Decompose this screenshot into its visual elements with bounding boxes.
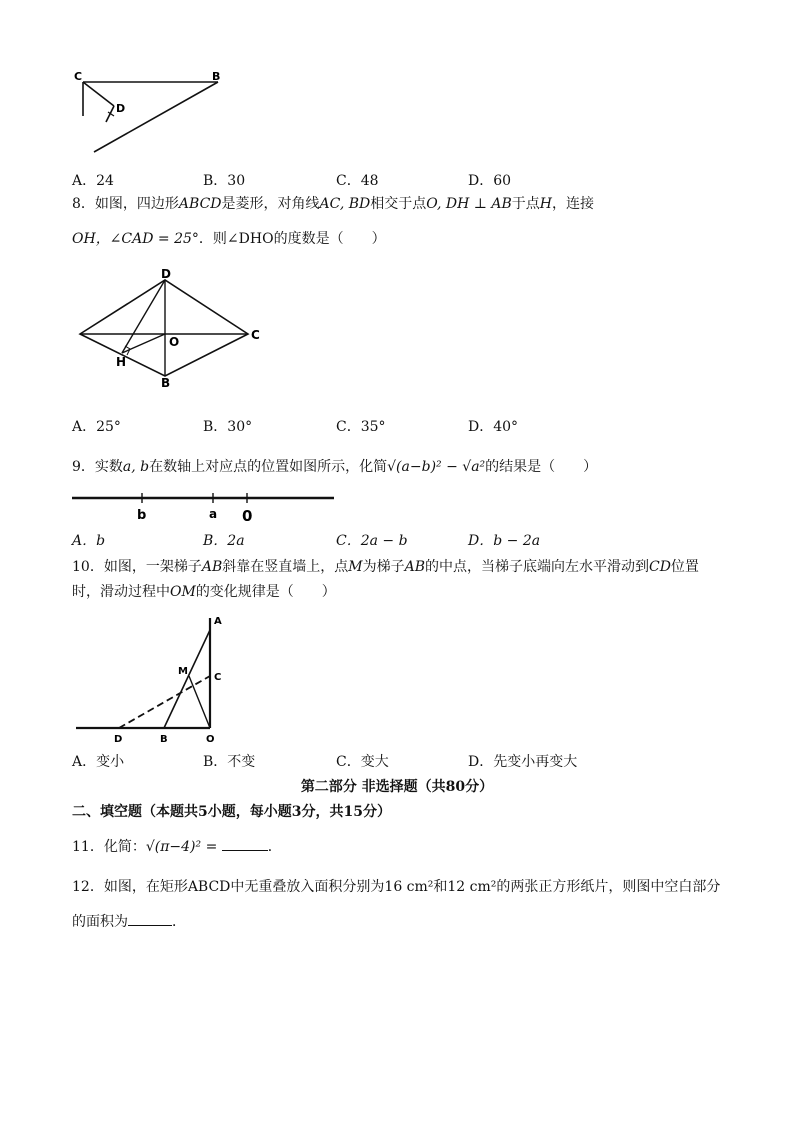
q10-math: M [348, 559, 363, 575]
q10-label-o: O [206, 734, 215, 745]
q11-math-expression: √(π−4)² [145, 839, 202, 855]
q7-label-d: D [116, 102, 126, 115]
q8-option-b[interactable]: B．30° [203, 419, 253, 435]
q7-option-d[interactable]: D．60 [468, 173, 512, 189]
q10-option-a[interactable]: A．变小 [72, 754, 125, 770]
q9-option-a[interactable]: A．b [72, 533, 106, 549]
q9-label-b: b [137, 508, 147, 523]
q10-math: CD [648, 559, 671, 575]
q8-options [72, 416, 732, 436]
q11-stem [72, 836, 282, 856]
q8-stem-line2 [72, 228, 386, 248]
q8-figure [72, 268, 272, 390]
q10-label-b: B [160, 734, 168, 745]
q7-option-b[interactable]: B．30 [203, 173, 246, 189]
q8-option-a[interactable]: A．25° [72, 419, 121, 435]
q9-label-a: a [209, 507, 218, 521]
q8-label-c: C [251, 328, 260, 342]
q8-math: AC, BD [319, 196, 371, 212]
q8-text: ，连接 [551, 196, 594, 212]
q8-label-h: H [116, 355, 127, 369]
q11-text: = [201, 839, 222, 855]
q7-figure [72, 66, 232, 156]
q8-math: ，∠CAD = 25° [95, 231, 199, 247]
q10-text: 为梯子 [362, 559, 405, 575]
q10-text: 的中点，当梯子底端向左水平滑动到 [424, 559, 649, 575]
q9-option-d[interactable]: D．b − 2a [468, 533, 541, 549]
q10-text: 斜靠在竖直墙上，点 [222, 559, 349, 575]
q12-text: ． [172, 914, 186, 930]
q10-text: 10．如图，一架梯子 [72, 559, 202, 575]
q12-stem-line2 [72, 911, 186, 931]
q12-stem-line1: 12．如图，在矩形ABCD中无重叠放入面积分别为16 cm²和12 cm²的两张正方形纸片，则图中空白部分 [72, 879, 721, 895]
q11-text: 11．化简： [72, 839, 146, 855]
q10-label-a: A [214, 616, 222, 627]
q8-text: ．则∠DHO的度数是（ ） [198, 231, 386, 247]
q7-options [72, 170, 732, 190]
q8-stem-line1 [72, 193, 594, 213]
q10-stem-line2 [72, 581, 336, 601]
q8-label-b: B [161, 376, 171, 390]
q10-stem-line1 [72, 556, 699, 576]
q10-math: OM [170, 584, 196, 600]
q8-math: ABCD [178, 196, 222, 212]
q9-options [72, 530, 732, 550]
q10-math: AB [404, 559, 425, 575]
q8-label-o: O [169, 335, 180, 349]
q8-text: 是菱形，对角线 [221, 196, 320, 212]
q8-math: H [539, 196, 552, 212]
q11-answer-blank[interactable] [222, 838, 268, 851]
q7-label-c: C [74, 70, 83, 83]
q7-option-c[interactable]: C．48 [336, 173, 379, 189]
q9-number-line [72, 488, 342, 524]
q9-math-expression: √(a−b)² − √a² [387, 459, 486, 475]
q8-text: 8．如图，四边形 [72, 196, 179, 212]
q9-text: 的结果是（ ） [485, 459, 598, 475]
q9-text: 9．实数 [72, 459, 123, 475]
q10-options [72, 751, 732, 771]
q12-text: 的面积为 [72, 914, 128, 930]
q10-option-b[interactable]: B．不变 [203, 754, 256, 770]
q9-option-c[interactable]: C．2a − b [336, 533, 408, 549]
part2-title: 第二部分 非选择题（共80分） [300, 779, 494, 795]
q10-label-m: M [178, 666, 188, 677]
q9-label-zero: 0 [242, 507, 253, 524]
q7-option-a[interactable]: A．24 [72, 173, 114, 189]
q10-label-c: C [214, 672, 222, 683]
q10-label-d: D [114, 734, 123, 745]
q8-option-d[interactable]: D．40° [468, 419, 519, 435]
q9-text: 在数轴上对应点的位置如图所示，化简 [149, 459, 388, 475]
q8-option-c[interactable]: C．35° [336, 419, 386, 435]
q10-option-c[interactable]: C．变大 [336, 754, 389, 770]
q10-option-d[interactable]: D．先变小再变大 [468, 754, 578, 770]
q8-text: 相交于点 [370, 196, 427, 212]
q10-figure [72, 610, 242, 748]
q12-answer-blank[interactable] [128, 913, 172, 926]
q8-math: OH [72, 231, 96, 247]
q10-text: 时，滑动过程中 [72, 584, 170, 600]
q10-text: 位置 [670, 559, 699, 575]
q9-stem [72, 456, 597, 476]
q11-text: ． [267, 839, 282, 855]
q9-option-b[interactable]: B．2a [203, 533, 245, 549]
q8-label-d: D [161, 268, 171, 281]
section2-title: 二、填空题（本题共5小题，每小题3分，共15分） [72, 804, 391, 820]
q8-math: O, DH ⊥ AB [426, 196, 512, 212]
q10-text: 的变化规律是（ ） [195, 584, 336, 600]
q7-label-b: B [212, 70, 221, 83]
q8-text: 于点 [511, 196, 540, 212]
q10-math: AB [201, 559, 223, 575]
q9-math: a, b [122, 459, 150, 475]
